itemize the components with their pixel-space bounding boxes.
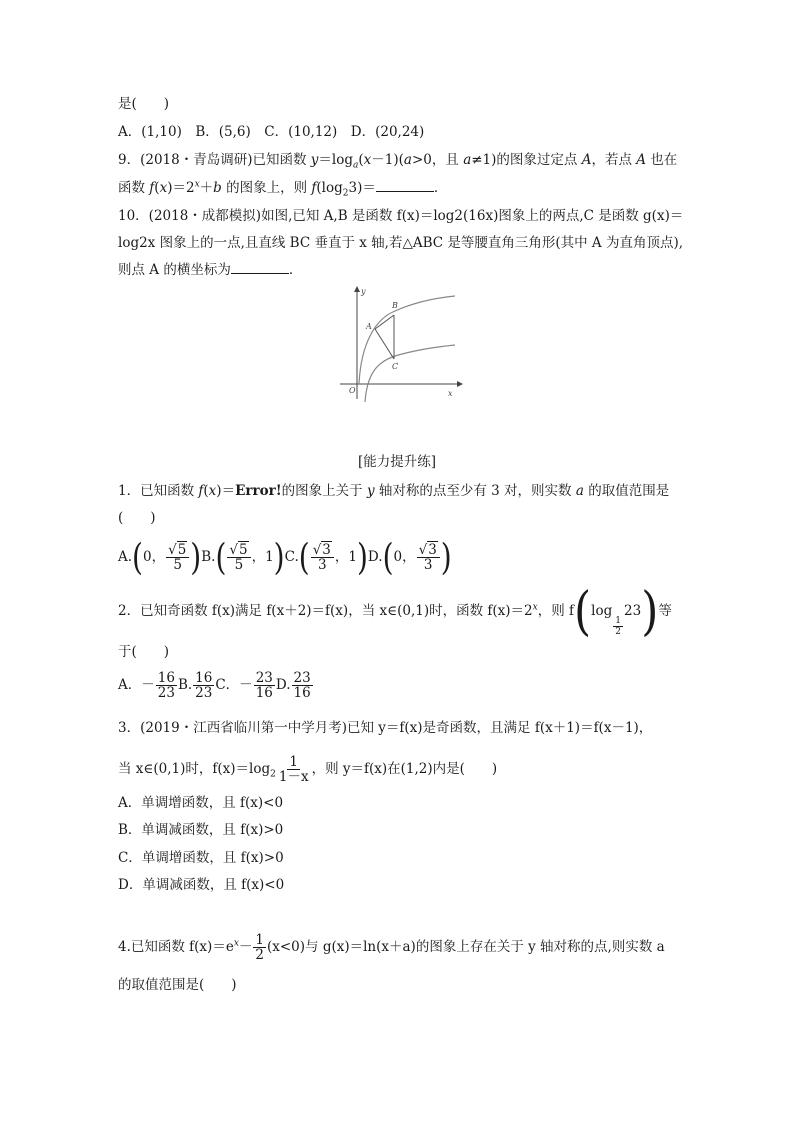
label-y: y: [361, 287, 366, 296]
label-a: A: [366, 322, 372, 331]
label-c: C: [392, 362, 399, 371]
label-x: x: [448, 389, 453, 398]
p3-option-c: C．单调增函数，且 f(x)>0: [118, 850, 284, 866]
x-axis-arrow: [457, 381, 463, 387]
p2-options: A．－ $\frac{16}{23}$ B. $\frac{16}{23}$ C．－ $\frac{23}{16}$ D. $\frac{23}{16}$: [118, 670, 311, 701]
curve-g: [365, 345, 455, 402]
p3-line-2: 当 x∈(0,1)时，$f(x)=\log_2$ $\frac{1}{1-x}$ ，则 y＝f(x)在(1,2)内是( ): [118, 754, 498, 785]
q10-line-1: 10．(2018・成都模拟)如图,已知 A,B 是函数 f(x)＝log2(16x)图象上的两点,C 是函数 g(x)＝: [118, 208, 684, 224]
p1-options: A.(0， $\frac{√5}{5}$ )B.( $\frac{√5}{5}$ ，1)C.( $\frac{√3}{3}$ ，1)D.(0， $\frac{√3}{3}$ ): [118, 535, 452, 579]
p1-line-2: ( ): [118, 510, 156, 526]
p3-option-d: D．单调减函数，且 f(x)<0: [118, 877, 285, 893]
p3-option-b: B．单调减函数，且 f(x)>0: [118, 822, 284, 838]
p4-line-1: 4.已知函数 $f(x)=e^x-$ $\frac{1}{2}$ (x<0)与 g(x)＝ln(x＋a)的图象上存在关于 y 轴对称的点,则实数 a: [118, 932, 665, 963]
q8-options: A．(1,10) B．(5,6) C．(10,12) D．(20,24): [118, 124, 425, 140]
function-graph-figure: [335, 284, 465, 404]
q10-line-3: 则点 A 的横坐标为 ．: [118, 262, 303, 278]
p2-line-1: 2．已知奇函数 f(x)满足 f(x＋2)＝f(x)，当 x∈(0,1)时，函数 $f(x)=2^x$，则 f(log $\frac{1}{2}$ 23)等: [118, 580, 672, 642]
q9-line-2: 函数 $f(x)=2^x+b$ 的图象上，则 $f(\log_23)=$ ．: [118, 179, 448, 199]
segment-ac: [375, 329, 394, 359]
answer-blank: [376, 179, 434, 192]
p3-line-1: 3．(2019・江西省临川第一中学月考)已知 y＝f(x)是奇函数，且满足 f(x＋1)＝f(x－1)，: [118, 720, 653, 736]
y-axis-arrow: [354, 286, 360, 292]
label-b: B: [392, 301, 398, 310]
section-title: [能力提升练]: [357, 454, 437, 470]
p1-line-1: 1．已知函数 f(x)＝Error!的图象上关于 y 轴对称的点至少有 3 对，则实数 a 的取值范围是: [118, 483, 670, 499]
p2-line-2: 于( ): [118, 644, 170, 660]
p3-option-a: A．单调增函数，且 f(x)<0: [118, 795, 284, 811]
q8-stem-tail: 是( ): [118, 96, 170, 112]
q9-line-1: 9．(2018・青岛调研)已知函数 $y=\log_a(x-1)(a>0$，且 a≠1)的图象过定点 A，若点 A 也在: [118, 152, 678, 171]
label-origin: O: [349, 386, 356, 395]
q10-line-2: log2x 图象上的一点,且直线 BC 垂直于 x 轴,若△ABC 是等腰直角三角形(其中 A 为直角顶点),: [118, 235, 684, 251]
answer-blank: [231, 261, 289, 274]
p4-line-2: 的取值范围是( ): [118, 977, 237, 993]
